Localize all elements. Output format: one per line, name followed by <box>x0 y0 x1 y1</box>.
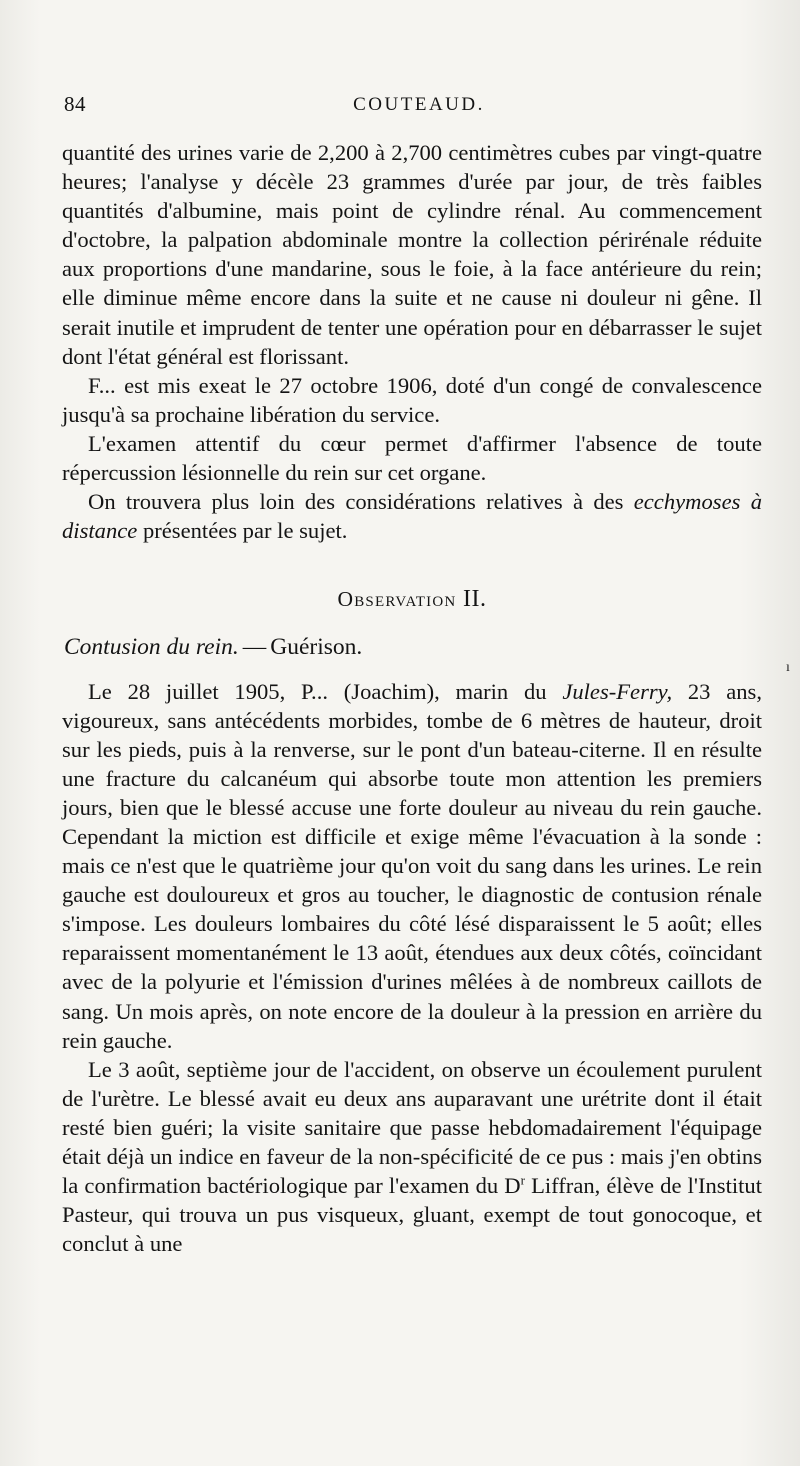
paragraph-ecchymoses <box>62 487 762 545</box>
discharge-text-end: Liffran, élève de l'Institut Pasteur, qui trouva un pus visqueux, gluant, exempt de tout gonocoque, et conclut à une <box>62 1173 762 1257</box>
ecchymoses-text-start: On trouvera plus loin des considérations relatives à des <box>88 489 634 515</box>
ship-name: Jules-Ferry, <box>562 678 673 704</box>
doctor-superscript: r <box>520 1172 525 1188</box>
subtitle-outcome: Guérison. <box>270 634 363 661</box>
case-text-start: Le 28 juillet 1905, P... (Joachim), marin du <box>88 678 563 704</box>
running-title: COUTEAUD. <box>353 94 485 115</box>
paragraph-heart-exam: L'examen attentif du cœur permet d'affirmer l'absence de toute répercussion lésionnelle du rein sur cet organe. <box>62 430 762 486</box>
ecchymoses-italic: ecchymoses à distance <box>62 489 762 544</box>
paragraph-urine-analysis: quantité des urines varie de 2,200 à 2,700 centimètres cubes par vingt-quatre heures; l'analyse y décèle 23 grammes d'urée par jour, de très faibles quantités d'albumine, mais point de cylindre rénal. Au commencement d'octobre, la palpation abdominale montre la collection périrénale réduite aux proportions d'une mandarine, sous le foie, à la face antérieure du rein; elle diminue même encore dans la suite et ne cause ni douleur ni gêne. Il serait inutile et imprudent de tenter une opération pour en débarrasser le sujet dont l'état général est florissant. <box>62 140 762 369</box>
ecchymoses-text-end: présentées par le sujet. <box>137 518 348 544</box>
margin-mark: ı <box>786 660 790 675</box>
subtitle-dash: — <box>242 634 267 661</box>
paragraph-urethral-discharge <box>62 1055 762 1259</box>
observation-label: Observation <box>337 587 457 612</box>
page-body <box>62 138 762 1258</box>
observation-number: II. <box>463 586 487 613</box>
paragraph-discharge: F... est mis exeat le 27 octobre 1906, doté d'un congé de convalescence jusqu'à sa prochaine libération du service. <box>62 372 762 427</box>
subtitle-diagnosis: Contusion du rein. <box>64 634 239 661</box>
page-number: 84 <box>64 92 86 116</box>
discharge-text-start: Le 3 août, septième jour de l'accident, on observe un écoulement purulent de l'urètre. Le blessé avait eu deux ans auparavant une urétrite dont il était resté bien guéri; la visite sanitaire que passe hebdomadairement l'équipage était déjà un indice en faveur de la non-spécificité de ce pus : mais j'en obtins la confirmation bactériologique par l'examen du D <box>62 1056 762 1199</box>
paragraph-case-history <box>62 677 762 1055</box>
observation-subtitle <box>62 633 762 662</box>
page-header <box>62 92 760 126</box>
observation-heading <box>62 585 762 614</box>
case-text-end: 23 ans, vigoureux, sans antécédents morbides, tombe de 6 mètres de hauteur, droit sur les pieds, puis à la renverse, sur le pont d'un bateau-citerne. Il en résulte une fracture du calcanéum qui absorbe toute mon attention les premiers jours, bien que le blessé accuse une forte douleur au niveau du rein gauche. Cependant la miction est difficile et exige même l'évacuation à la sonde : mais ce n'est que le quatrième jour qu'on voit du sang dans les urines. Le rein gauche est douloureux et gros au toucher, le diagnostic de contusion rénale s'impose. Les douleurs lombaires du côté lésé disparaissent le 5 août; elles reparaissent momentanément le 13 août, étendues aux deux côtés, coïncidant avec de la polyurie et l'émission d'urines mêlées à de nombreux caillots de sang. Un mois après, on note encore de la douleur à la pression en arrière du rein gauche. <box>62 678 762 1053</box>
